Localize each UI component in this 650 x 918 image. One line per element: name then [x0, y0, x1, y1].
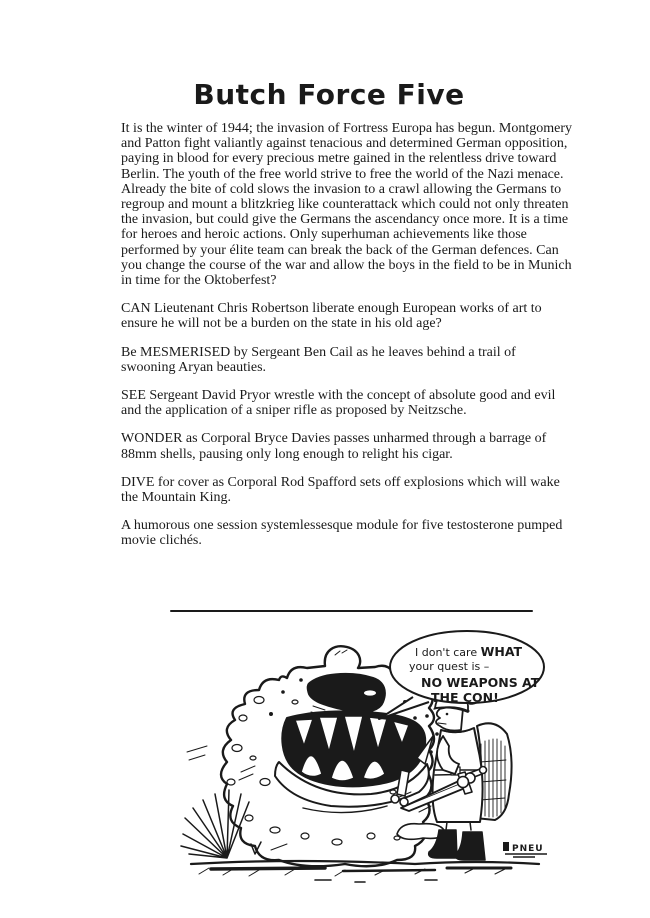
adventurer-hand	[458, 777, 469, 788]
bubble-line-2: your quest is –	[409, 660, 490, 673]
bubble-line-4: THE CON!	[431, 690, 499, 705]
blurb-mesmerised: Be MESMERISED by Sergeant Ben Cail as he leaves behind a trail of swooning Aryan beauties.	[121, 344, 516, 375]
cartoon-illustration	[175, 622, 555, 902]
intro-paragraph: It is the winter of 1944; the invasion of Fortress Europa has begun. Montgomery and Patton fight valiantly against tenacious and determined German opposition, paying in blood for every precious metre gained in the relentless drive toward Berlin. The youth of the free world strive to free the world of the Nazi menace. Already the bite of cold slows the invasion to a crawl allowing the Germans to regroup and mount a blitzkrieg like counterattack which could not only threaten the invasion, but could give the Germans the ascendancy once more. It is a time for heroes and heroic actions. Only superhuman achievements like those performed by your élite team can break the back of the German defences. Can you change the course of the war and allow the boys in the field to be in Munich in time for the Oktoberfest?	[121, 121, 573, 289]
boot-right	[456, 832, 485, 860]
eye-glint	[364, 690, 376, 695]
bubble-line-3: NO WEAPONS AT	[421, 675, 540, 690]
divider	[170, 610, 533, 612]
page-title: Butch Force Five	[193, 78, 465, 111]
body-text	[121, 121, 573, 549]
sword-pommel	[480, 767, 487, 774]
blurb-wonder: WONDER as Corporal Bryce Davies passes unharmed through a barrage of 88mm shells, pausing only long enough to relight his cigar.	[121, 431, 547, 462]
adventurer-eye	[446, 713, 449, 716]
module-summary: A humorous one session systemlessesque module for five testosterone pumped movie clichés.	[121, 518, 563, 549]
bubble-line-1: I don't care WHAT	[415, 644, 523, 659]
artist-signature	[503, 842, 547, 857]
blurb-can: CAN Lieutenant Chris Robertson liberate enough European works of art to ensure he will not be a burden on the state in his old age?	[121, 301, 542, 332]
blurb-dive: DIVE for cover as Corporal Rod Spafford sets off explosions which will wake the Mountain King.	[121, 474, 560, 506]
blurb-see: SEE Sergeant David Pryor wrestle with the concept of absolute good and evil and the application of a sniper rifle as proposed by Neitzsche.	[121, 388, 556, 419]
signature-text: PNEU	[512, 844, 544, 854]
